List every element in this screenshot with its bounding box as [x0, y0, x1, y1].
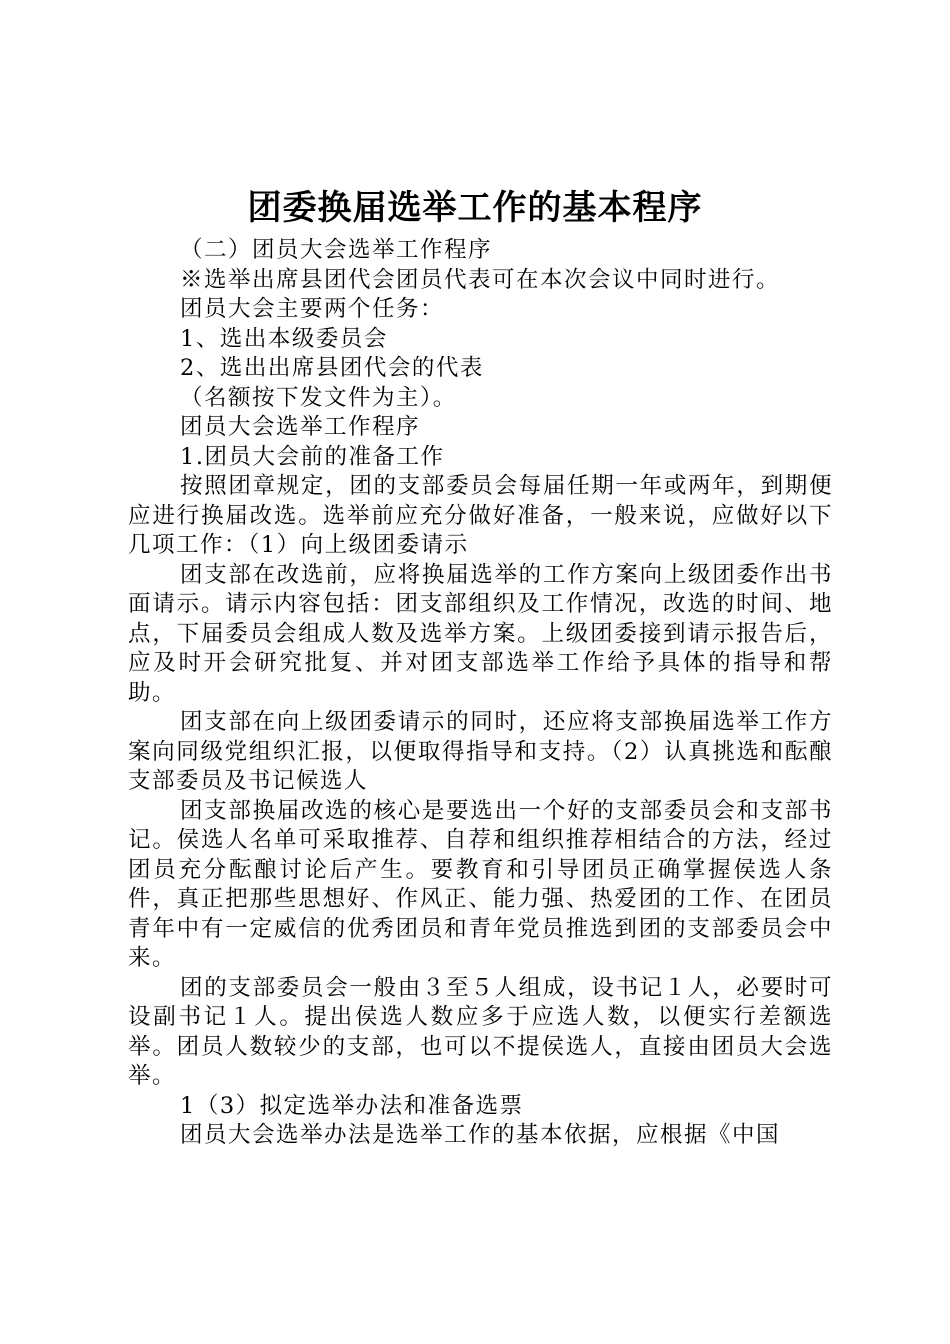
sub-heading: 1.团员大会前的准备工作	[180, 443, 445, 470]
sub-heading: 1（3）拟定选举办法和准备选票	[180, 1092, 524, 1119]
paragraph: 团支部换届改选的核心是要选出一个好的支部委员会和支部书记。侯选人名单可采取推荐、自荐和组织推荐相结合的方法，经过团员充分酝酿讨论后产生。要教育和引导团员正确掌握侯选人条件，真正把那些思想好、作风正、能力强、热爱团的工作、在团员青年中有一定威信的优秀团员和青年党员推选到团的支部委员会中来。	[128, 797, 833, 971]
section-heading: （二）团员大会选举工作程序	[180, 237, 493, 263]
paragraph: 团支部在向上级团委请示的同时，还应将支部换届选举工作方案向同级党组织汇报，以便取得指导和支持。（2）认真挑选和酝酿支部委员及书记候选人	[128, 709, 833, 794]
list-item: 2、选出出席县团代会的代表	[180, 355, 484, 381]
text-line: （名额按下发文件为主）。	[180, 384, 457, 411]
document-body	[128, 236, 833, 1151]
paragraph: 团的支部委员会一般由３至５人组成，设书记１人，必要时可设副书记１人。提出侯选人数应多于应选人数，以便实行差额选举。团员人数较少的支部，也可以不提侯选人，直接由团员大会选举。	[128, 974, 833, 1089]
section-heading: 团员大会选举工作程序	[180, 414, 421, 440]
document-title: 团委换届选举工作的基本程序	[247, 188, 703, 228]
paragraph: 团员大会选举办法是选举工作的基本依据，应根据《中国	[180, 1122, 781, 1148]
list-item: 1、选出本级委员会	[180, 325, 388, 352]
paragraph: 按照团章规定，团的支部委员会每届任期一年或两年，到期便应进行换届改选。选举前应充分做好准备，一般来说，应做好以下几项工作：（1）向上级团委请示	[128, 473, 833, 558]
note-line: ※选举出席县团代会团员代表可在本次会议中同时进行。	[180, 266, 781, 293]
paragraph: 团支部在改选前，应将换届选举的工作方案向上级团委作出书面请示。请示内容包括：团支部组织及工作情况，改选的时间、地点，下届委员会组成人数及选举方案。上级团委接到请示报告后，应及时开会研究批复、并对团支部选举工作给予具体的指导和帮助。	[128, 561, 833, 706]
text-line: 团员大会主要两个任务：	[180, 296, 445, 322]
